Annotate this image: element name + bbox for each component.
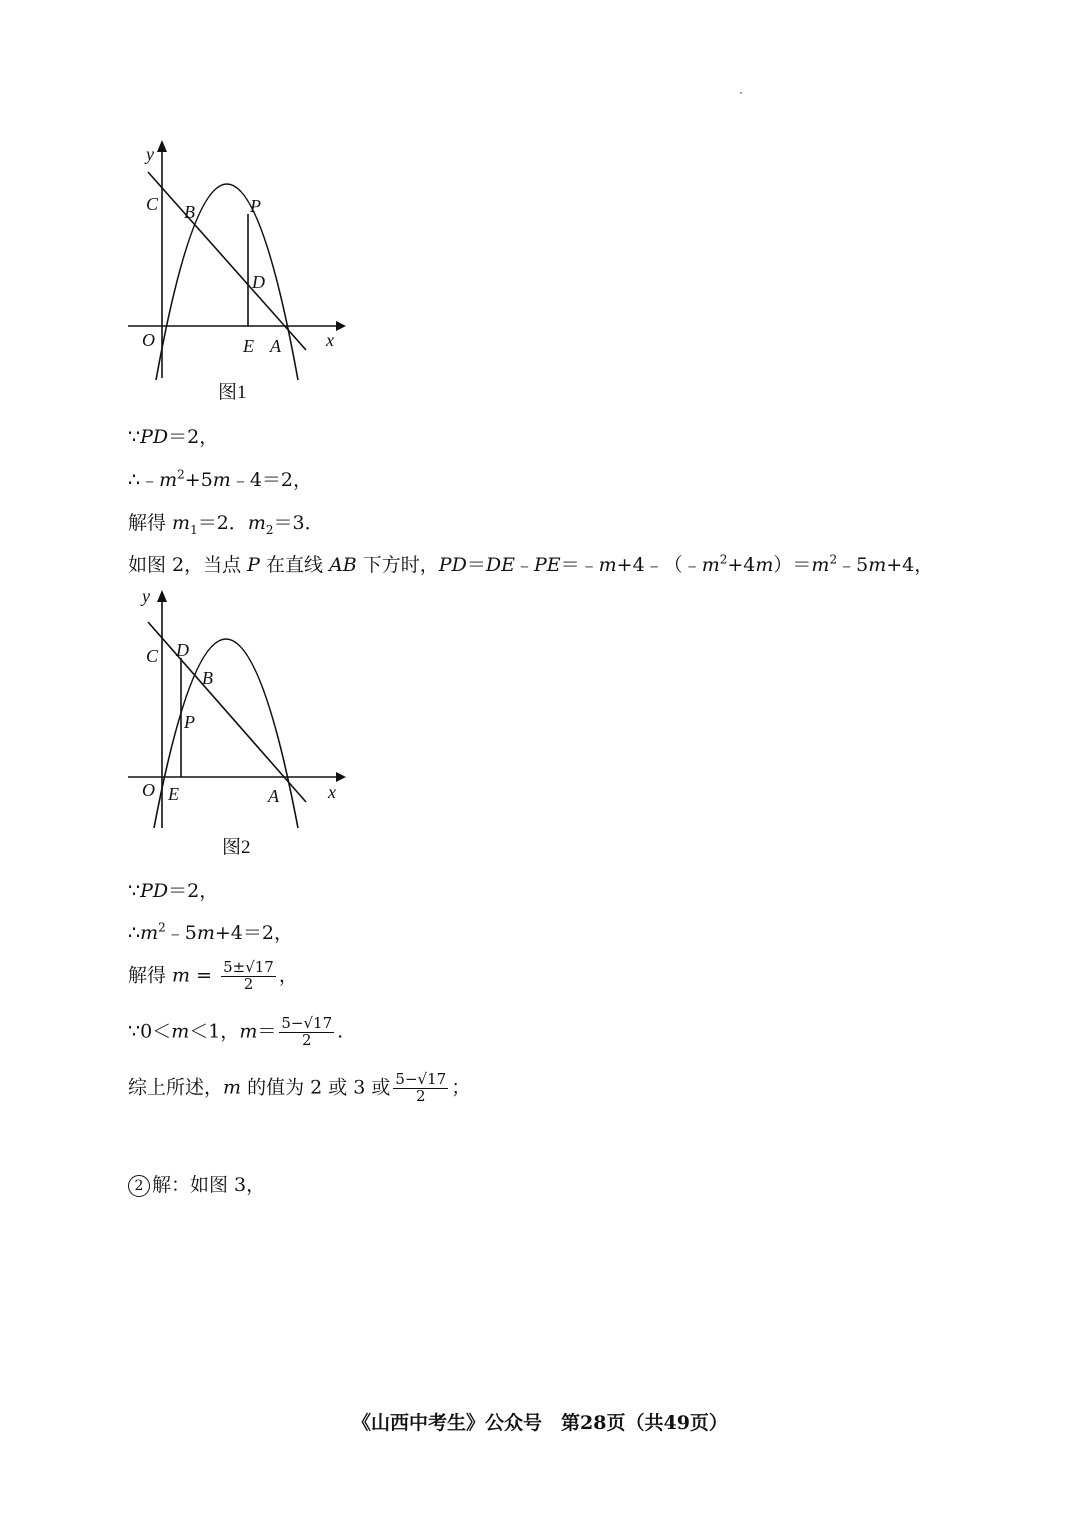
figure-1 <box>110 130 370 410</box>
line-ab <box>148 622 306 802</box>
fraction: $\frac{5-√17}{2}$ <box>395 1070 447 1105</box>
line-6: $\therefore m^2﹣5m+4=2$， <box>128 920 293 944</box>
circled-number: 2 <box>128 1175 150 1197</box>
line-2: $\therefore﹣m^2+5m﹣4=2$， <box>128 467 313 491</box>
line-ab <box>148 172 306 350</box>
line-1: ∵PD＝2， <box>128 426 219 448</box>
label-c: C <box>146 646 159 666</box>
label-a: A <box>270 336 281 356</box>
line-4: 如图 2，当点 P 在直线 AB 下方时，$PD=DE﹣PE=﹣m+4﹣(﹣m^2+4m)=m^2﹣5m+4$， <box>128 552 934 576</box>
label-y: y <box>142 586 150 606</box>
line-8: ∵0＜m＜1，m＝ $\frac{5-√17}{2}$ . <box>128 1014 344 1049</box>
label-o: O <box>142 330 155 350</box>
figure-2 <box>110 580 370 860</box>
y-axis-arrow <box>157 590 167 602</box>
page-footer: 《山西中考生》公众号 第28页（共49页） <box>352 1412 728 1434</box>
label-o: O <box>142 780 155 800</box>
label-d: D <box>252 272 265 292</box>
line-5: ∵PD＝2， <box>128 880 219 902</box>
line-7: 解得 m = $\frac{5\pm√17}{2}$ ， <box>128 958 298 993</box>
figure-2-graph <box>110 580 370 860</box>
speck <box>740 92 742 94</box>
label-c: C <box>146 194 159 214</box>
label-x: x <box>326 330 334 350</box>
fraction: $\frac{5\pm√17}{2}$ <box>223 958 274 993</box>
label-p: P <box>184 712 195 732</box>
label-x: x <box>328 782 336 802</box>
label-b: B <box>184 202 195 222</box>
line-10: 2 解：如图 3， <box>128 1170 265 1197</box>
label-b: B <box>202 668 213 688</box>
y-axis-arrow <box>157 140 167 152</box>
label-a: A <box>268 786 279 806</box>
figure-1-graph <box>110 130 370 410</box>
label-e: E <box>168 784 179 804</box>
label-d: D <box>176 640 189 660</box>
label-p: P <box>250 196 261 216</box>
caption-figure-2: 图2 <box>222 837 251 858</box>
label-e: E <box>243 336 254 356</box>
x-axis-arrow <box>336 772 346 782</box>
line-3: 解得 $m_1=2$．$m_2=3$． <box>128 512 324 537</box>
fraction: $\frac{5-√17}{2}$ <box>281 1014 333 1049</box>
line-9: 综上所述，m 的值为 2 或 3 或 $\frac{5-√17}{2}$ ； <box>128 1070 471 1105</box>
caption-figure-1: 图1 <box>218 382 247 403</box>
label-y: y <box>146 144 154 164</box>
x-axis-arrow <box>336 321 346 331</box>
